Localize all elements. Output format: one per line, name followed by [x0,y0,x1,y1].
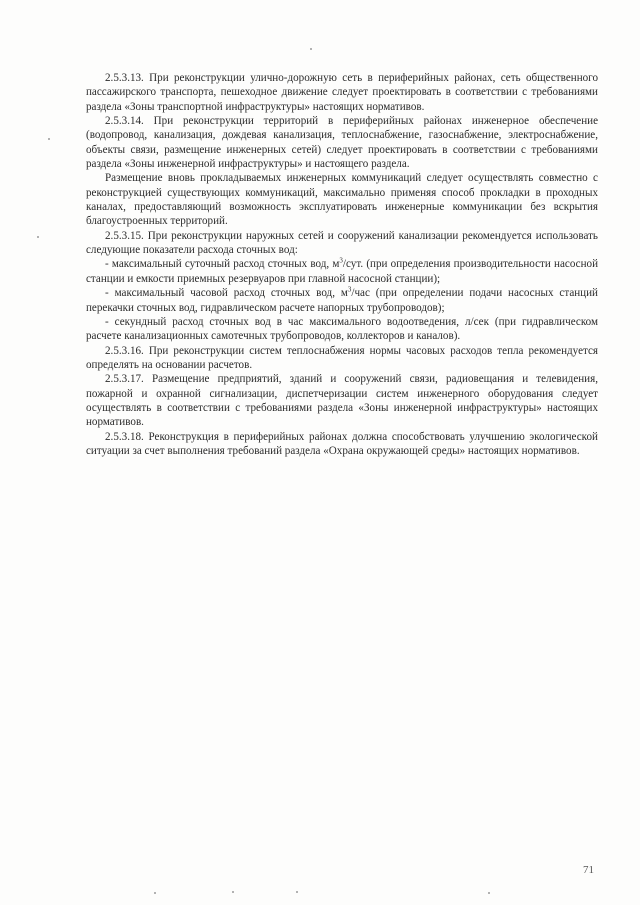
paragraph-2-5-3-17: 2.5.3.17. Размещение предприятий, зданий и сооружений связи, радиовещания и телевидения, пожарной и охранной сигнализации, диспетчеризации систем инженерного оборудования следует осуществлять в соответствии с требованиями раздела «Зоны инженерной инфраструктуры» настоящих нормативов. [86,373,598,429]
page-number: 71 [583,864,594,876]
scan-speck [154,892,156,894]
paragraph-2-5-3-13: 2.5.3.13. При реконструкции улично-дорожную сеть в периферийных районах, сеть общественного пассажирского транспорта, пешеходное движение следует проектировать в соответствии с требованиями раздела «Зоны транспортной инфраструктуры» настоящих нормативов. [86,72,598,113]
superscript: 3 [347,285,352,294]
list-item-text: /сут. (при определения производительности насосной станции и емкости приемных резервуаров при главной насосной станции); [86,258,599,285]
scan-speck [488,892,490,894]
superscript: 3 [339,256,343,265]
paragraph-2-5-3-16: 2.5.3.16. При реконструкции систем теплоснабжения нормы часовых расходов тепла рекомендуется определять на основании расчетов. [86,344,598,371]
scan-speck [310,48,312,50]
scan-speck [232,891,234,893]
list-item-text: /час (при определении подачи насосных станций перекачки сточных вод, гидравлическом расчете напорных трубопроводов); [86,287,598,314]
list-item-hourly-flow [86,286,598,315]
list-item-text: - секундный расход сточных вод в час максимального водоотведения, л/сек (при гидравлическом расчете канализационных самотечных трубопроводов, коллекторов и каналов). [86,315,598,343]
paragraph-2-5-3-15: 2.5.3.15. При реконструкции наружных сетей и сооружений канализации рекомендуется использовать следующие показатели расхода сточных вод: [86,229,598,257]
list-item-text: - максимальный часовой расход сточных вод, м [105,287,348,300]
scan-speck [48,138,50,140]
list-item-text: - максимальный суточный расход сточных вод, м [105,258,340,271]
paragraph-2-5-3-14: 2.5.3.14. При реконструкции территорий в периферийных районах инженерное обеспечение (водопровод, канализация, дождевая канализация, теплоснабжение, газоснабжение, электроснабжение, объекты связи, размещение инженерных сетей) следует проектировать в соответствии с требованиями раздела «Зоны инженерной инфраструктуры» и настоящего раздела. [86,115,598,171]
scan-speck [37,236,39,238]
paragraph-utility-placement: Размещение вновь прокладываемых инженерных коммуникаций следует осуществлять совместно с реконструкцией существующих коммуникаций, максимально применяя способ прокладки в проходных каналах, предоставляющий возможность эксплуатировать инженерные коммуникации без вскрытия благоустроенных территорий. [86,172,598,228]
document-body [86,71,598,458]
paragraph-2-5-3-18: 2.5.3.18. Реконструкция в периферийных районах должна способствовать улучшению экологической ситуации за счет выполнения требований раздела «Охрана окружающей среды» настоящих нормативов. [86,430,598,457]
scan-speck [296,891,298,893]
list-item-second-flow [86,315,598,344]
list-item-daily-flow [86,257,598,286]
